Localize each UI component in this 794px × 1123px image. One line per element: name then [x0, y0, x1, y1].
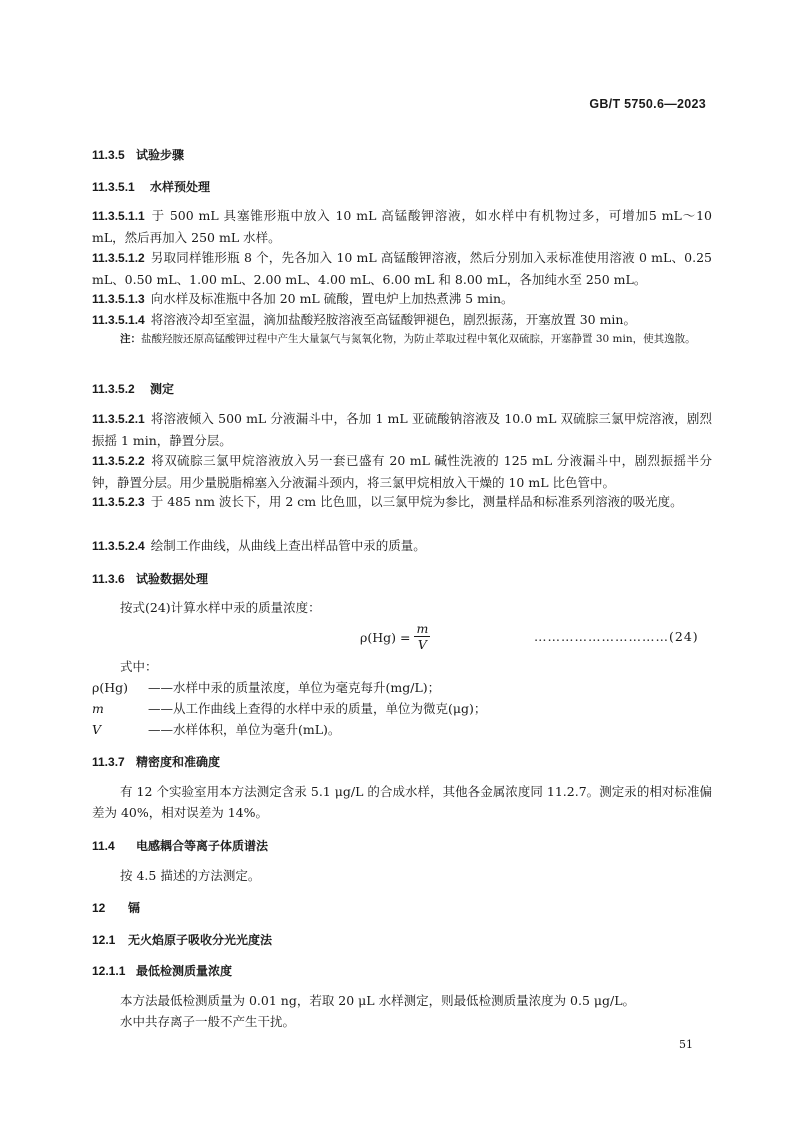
clause-number: 11.3.5.2.4 [92, 539, 145, 553]
paragraph-11-3-5-2-1 [92, 408, 712, 451]
clause-number: 11.3.5.2.1 [92, 412, 145, 426]
clause-text: 将溶液冷却至室温，滴加盐酸羟胺溶液至高锰酸钾褪色，剧烈振荡，开塞放置 30 min。 [150, 312, 636, 327]
formula-denominator: V [417, 637, 427, 652]
equation-number: …………………………(24) [534, 629, 699, 644]
section-heading-12-1 [92, 931, 272, 948]
formula-24 [360, 622, 430, 653]
section-title: 水样预处理 [150, 180, 211, 194]
section-number: 12 [92, 901, 106, 915]
section-title: 无火焰原子吸收分光光度法 [128, 933, 273, 947]
section-heading-11-4 [92, 837, 268, 854]
paragraph-11-3-5-1-4 [92, 309, 712, 331]
paragraph-11-3-5-2-2 [92, 450, 712, 493]
section-number: 12.1.1 [92, 964, 126, 978]
precision-paragraph: 有 12 个实验室用本方法测定含汞 5.1 μg/L 的合成水样，其他各金属浓度同 11.2.7。测定汞的相对标准偏差为 40%，相对误差为 14%。 [92, 784, 712, 820]
definition-text: ——水样体积，单位为毫升(mL)。 [148, 722, 341, 737]
paragraph-11-3-5-1-2 [92, 247, 712, 290]
calculation-intro: 按式(24)计算水样中汞的质量浓度： [120, 600, 321, 615]
paragraph-11-3-5-2-3 [92, 491, 712, 513]
clause-text: 另取同样锥形瓶 8 个，先各加入 10 mL 高锰酸钾溶液，然后分别加入汞标准使用溶液 0 mL、0.25 mL、0.50 mL、1.00 mL、2.00 mL、4.00 mL、6.00 mL 和 8.00 mL，各加纯水至 250 mL。 [92, 250, 712, 287]
definition-text: ——从工作曲线上查得的水样中汞的质量，单位为微克(μg)； [148, 701, 487, 716]
definition-symbol: ρ(Hg) [92, 680, 129, 695]
formula-lhs: ρ(Hg) = [360, 630, 411, 645]
clause-number: 11.3.5.1.4 [92, 313, 145, 327]
formula-fraction [414, 622, 430, 653]
clause-number: 11.3.5.1.2 [92, 251, 145, 265]
clause-text: 于 485 nm 波长下，用 2 cm 比色皿，以三氯甲烷为参比，测量样品和标准系列溶液的吸光度。 [150, 494, 683, 509]
definition-rho [92, 677, 712, 698]
clause-text: 于 500 mL 具塞锥形瓶中放入 10 mL 高锰酸钾溶液，如水样中有机物过多，可增加5 mL～10 mL，然后再加入 250 mL 水样。 [92, 208, 712, 245]
section-heading-12-1-1 [92, 962, 232, 979]
section-title: 试验数据处理 [136, 572, 209, 586]
clause-number: 11.3.5.1.1 [92, 209, 145, 223]
section-number: 12.1 [92, 933, 116, 947]
clause-text: 将溶液倾入 500 mL 分液漏斗中，各加 1 mL 亚硫酸钠溶液及 10.0 mL 双硫腙三氯甲烷溶液，剧烈振摇 1 min，静置分层。 [92, 411, 712, 448]
icp-paragraph: 按 4.5 描述的方法测定。 [120, 868, 261, 883]
definition-symbol: m [92, 701, 104, 716]
definition-symbol: V [92, 722, 102, 737]
clause-number: 11.3.5.1.3 [92, 292, 145, 306]
clause-text: 向水样及标准瓶中各加 20 mL 硫酸，置电炉上加热煮沸 5 min。 [150, 291, 514, 306]
clause-text: 将双硫腙三氯甲烷溶液放入另一套已盛有 20 mL 碱性洗液的 125 mL 分液漏斗中，剧烈振摇半分钟，静置分层。用少量脱脂棉塞入分液漏斗颈内，将三氯甲烷相放入干燥的 10 mL 比色管中。 [92, 453, 712, 490]
interference-paragraph: 水中共存离子一般不产生干扰。 [120, 1014, 296, 1029]
section-title: 最低检测质量浓度 [136, 964, 233, 978]
standard-number-header: GB/T 5750.6—2023 [589, 97, 706, 111]
section-title: 镉 [128, 901, 141, 915]
section-title: 试验步骤 [136, 148, 185, 162]
paragraph-11-3-5-1-3 [92, 288, 712, 310]
section-number: 11.3.5.2 [92, 382, 135, 396]
section-heading-11-3-5-1 [92, 178, 210, 195]
clause-number: 11.3.5.2.3 [92, 495, 145, 509]
note-text: 盐酸羟胺还原高锰酸钾过程中产生大量氯气与氮氧化物，为防止萃取过程中氧化双硫腙，开塞静置 30 min，使其逸散。 [141, 333, 696, 345]
section-heading-11-3-7 [92, 753, 220, 770]
section-number: 11.3.5.1 [92, 180, 135, 194]
section-number: 11.3.7 [92, 755, 125, 769]
section-title: 精密度和准确度 [136, 755, 221, 769]
definition-text: ——水样中汞的质量浓度，单位为毫克每升(mg/L)； [148, 680, 441, 695]
section-heading-11-3-5 [92, 146, 184, 163]
section-number: 11.3.6 [92, 572, 125, 586]
formula-numerator: m [416, 621, 429, 636]
section-heading-11-3-5-2 [92, 380, 174, 397]
paragraph-11-3-5-2-4 [92, 535, 712, 557]
clause-text: 绘制工作曲线，从曲线上查出样品管中汞的质量。 [150, 538, 426, 553]
note-label: 注： [120, 333, 141, 345]
section-heading-11-3-6 [92, 570, 208, 587]
clause-number: 11.3.5.2.2 [92, 454, 145, 468]
paragraph-11-3-5-1-1 [92, 205, 712, 248]
page-number: 51 [679, 1038, 693, 1051]
definition-m [92, 698, 712, 719]
section-title: 测定 [150, 382, 175, 396]
note [120, 331, 712, 348]
section-number: 11.4 [92, 839, 115, 853]
definition-v [92, 719, 712, 740]
where-label: 式中： [120, 659, 158, 674]
detection-limit-paragraph: 本方法最低检测质量为 0.01 ng，若取 20 μL 水样测定，则最低检测质量浓度为 0.5 μg/L。 [120, 993, 636, 1008]
section-number: 11.3.5 [92, 148, 125, 162]
section-title: 电感耦合等离子体质谱法 [136, 839, 269, 853]
chapter-heading-12 [92, 899, 140, 916]
